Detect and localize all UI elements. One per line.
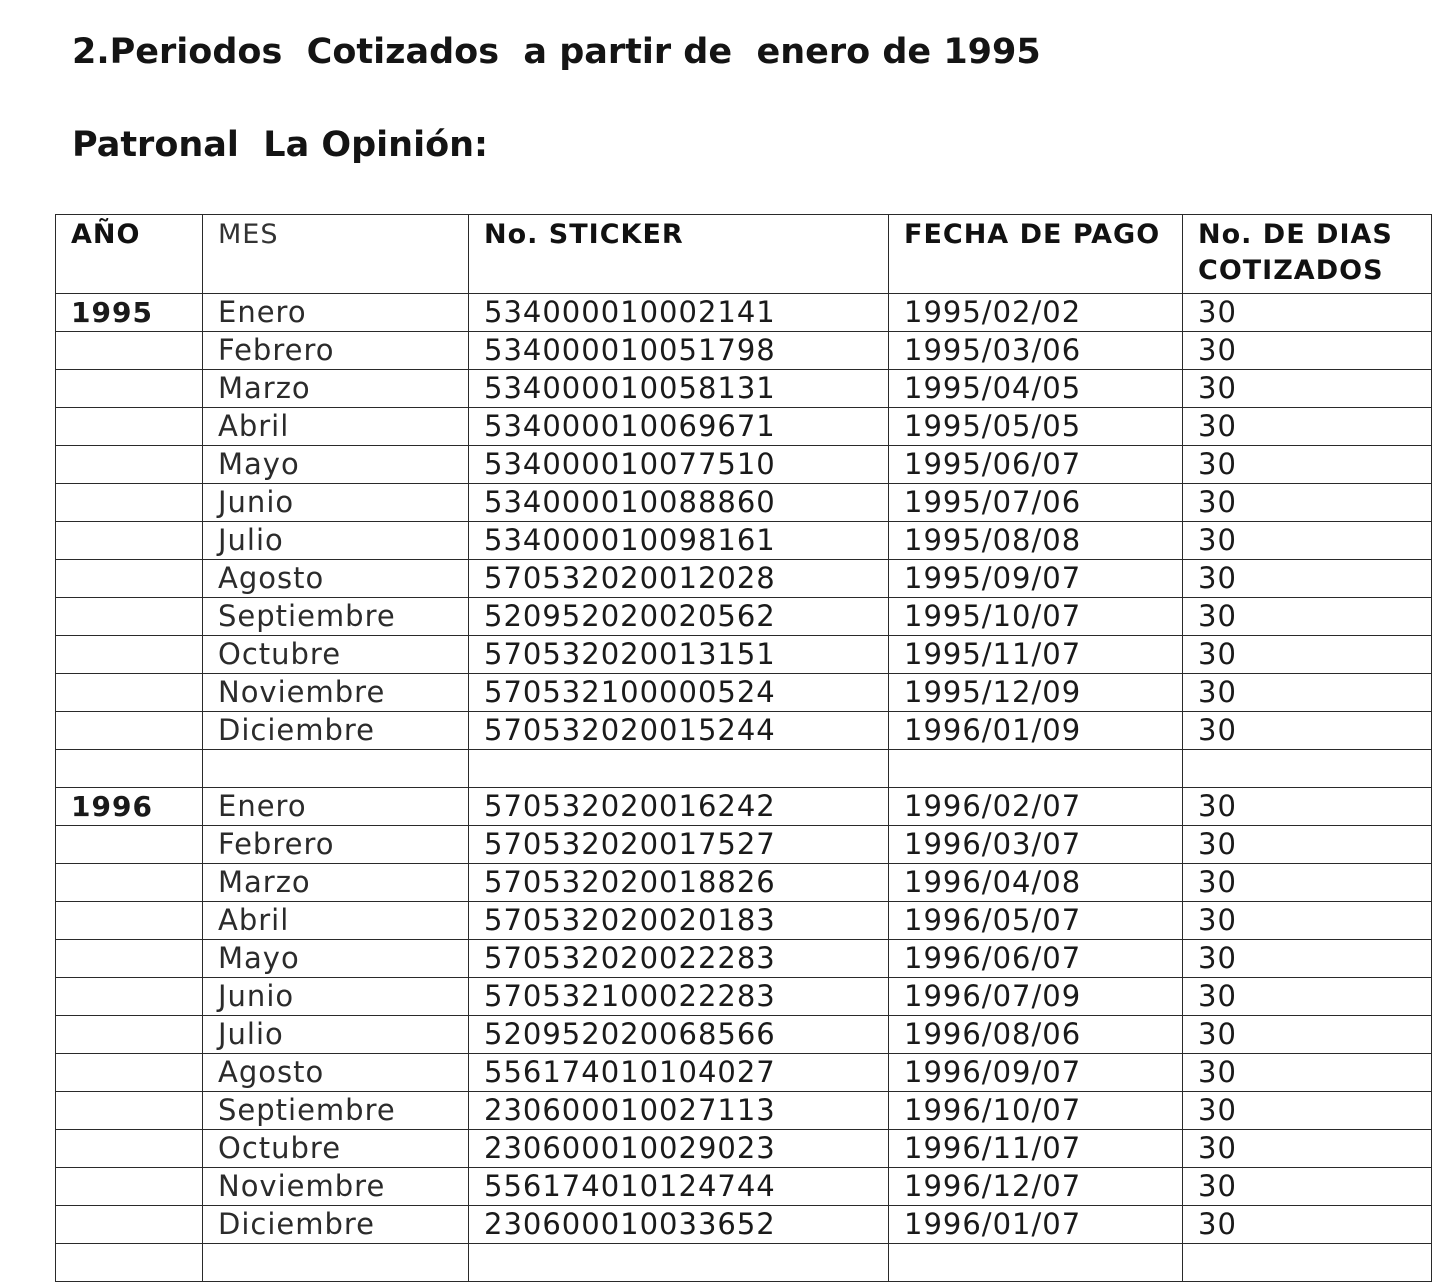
year-cell [56, 902, 203, 940]
table-row [56, 1168, 1432, 1206]
contribution-periods-table [55, 214, 1432, 1282]
sticker-cell: 570532100022283 [469, 978, 889, 1016]
year-cell [56, 446, 203, 484]
sticker-cell: 556174010124744 [469, 1168, 889, 1206]
days-cell: 30 [1183, 1016, 1432, 1054]
sticker-cell: 570532020012028 [469, 560, 889, 598]
month-cell: Noviembre [203, 674, 469, 712]
days-cell: 30 [1183, 294, 1432, 332]
sticker-cell: 556174010104027 [469, 1054, 889, 1092]
sticker-cell: 230600010033652 [469, 1206, 889, 1244]
sticker-cell: 520952020068566 [469, 1016, 889, 1054]
month-cell: Junio [203, 484, 469, 522]
days-cell: 30 [1183, 522, 1432, 560]
table-row [56, 864, 1432, 902]
table-row [56, 636, 1432, 674]
month-cell: Junio [203, 978, 469, 1016]
empty-cell [469, 1244, 889, 1282]
sticker-cell: 570532020015244 [469, 712, 889, 750]
month-cell: Julio [203, 1016, 469, 1054]
empty-cell [56, 750, 203, 788]
payment-date-cell: 1995/06/07 [889, 446, 1183, 484]
sticker-cell: 534000010077510 [469, 446, 889, 484]
empty-cell [889, 1244, 1183, 1282]
year-cell [56, 978, 203, 1016]
sticker-cell: 570532020016242 [469, 788, 889, 826]
table-row [56, 294, 1432, 332]
payment-date-cell: 1996/03/07 [889, 826, 1183, 864]
sticker-cell: 570532100000524 [469, 674, 889, 712]
month-cell: Enero [203, 788, 469, 826]
payment-date-cell: 1996/05/07 [889, 902, 1183, 940]
payment-date-cell: 1996/04/08 [889, 864, 1183, 902]
year-cell [56, 560, 203, 598]
sticker-cell: 570532020018826 [469, 864, 889, 902]
sticker-cell: 570532020017527 [469, 826, 889, 864]
year-cell [56, 598, 203, 636]
header-year: AÑO [56, 215, 203, 294]
days-cell: 30 [1183, 408, 1432, 446]
payment-date-cell: 1995/02/02 [889, 294, 1183, 332]
payment-date-cell: 1995/08/08 [889, 522, 1183, 560]
days-cell: 30 [1183, 598, 1432, 636]
sticker-cell: 570532020022283 [469, 940, 889, 978]
empty-cell [56, 1244, 203, 1282]
payment-date-cell: 1996/06/07 [889, 940, 1183, 978]
days-cell: 30 [1183, 1092, 1432, 1130]
year-cell: 1995 [56, 294, 203, 332]
table-row [56, 332, 1432, 370]
year-cell [56, 636, 203, 674]
table-row [56, 826, 1432, 864]
payment-date-cell: 1995/04/05 [889, 370, 1183, 408]
year-cell [56, 712, 203, 750]
header-days-contributed: No. DE DIAS COTIZADOS [1183, 215, 1432, 294]
payment-date-cell: 1996/01/09 [889, 712, 1183, 750]
month-cell: Septiembre [203, 598, 469, 636]
empty-cell [889, 750, 1183, 788]
year-cell [56, 408, 203, 446]
sticker-cell: 570532020020183 [469, 902, 889, 940]
days-cell: 30 [1183, 1130, 1432, 1168]
payment-date-cell: 1996/07/09 [889, 978, 1183, 1016]
payment-date-cell: 1996/10/07 [889, 1092, 1183, 1130]
days-cell: 30 [1183, 978, 1432, 1016]
empty-cell [1183, 750, 1432, 788]
empty-cell [203, 1244, 469, 1282]
sticker-cell: 520952020020562 [469, 598, 889, 636]
year-cell [56, 522, 203, 560]
days-cell: 30 [1183, 826, 1432, 864]
table-row [56, 1092, 1432, 1130]
table-header-row [56, 215, 1432, 294]
month-cell: Abril [203, 408, 469, 446]
sticker-cell: 230600010027113 [469, 1092, 889, 1130]
table-row [56, 788, 1432, 826]
days-cell: 30 [1183, 636, 1432, 674]
year-cell [56, 1168, 203, 1206]
month-cell: Agosto [203, 1054, 469, 1092]
days-cell: 30 [1183, 446, 1432, 484]
month-cell: Mayo [203, 940, 469, 978]
days-cell: 30 [1183, 484, 1432, 522]
year-cell [56, 864, 203, 902]
table-row [56, 560, 1432, 598]
payment-date-cell: 1995/12/09 [889, 674, 1183, 712]
days-cell: 30 [1183, 332, 1432, 370]
days-cell: 30 [1183, 1054, 1432, 1092]
sticker-cell: 534000010088860 [469, 484, 889, 522]
sticker-cell: 534000010069671 [469, 408, 889, 446]
sticker-cell: 534000010051798 [469, 332, 889, 370]
table-row [56, 408, 1432, 446]
table-row [56, 370, 1432, 408]
days-cell: 30 [1183, 560, 1432, 598]
empty-cell [469, 750, 889, 788]
month-cell: Diciembre [203, 1206, 469, 1244]
month-cell: Agosto [203, 560, 469, 598]
year-cell [56, 1054, 203, 1092]
sticker-cell: 570532020013151 [469, 636, 889, 674]
table-row [56, 902, 1432, 940]
year-cell [56, 1206, 203, 1244]
header-payment-date: FECHA DE PAGO [889, 215, 1183, 294]
month-cell: Diciembre [203, 712, 469, 750]
payment-date-cell: 1996/09/07 [889, 1054, 1183, 1092]
table-row [56, 1054, 1432, 1092]
payment-date-cell: 1995/05/05 [889, 408, 1183, 446]
table-body [56, 294, 1432, 1282]
year-cell: 1996 [56, 788, 203, 826]
month-cell: Enero [203, 294, 469, 332]
month-cell: Marzo [203, 864, 469, 902]
year-cell [56, 1130, 203, 1168]
month-cell: Octubre [203, 1130, 469, 1168]
payment-date-cell: 1996/02/07 [889, 788, 1183, 826]
sticker-cell: 534000010002141 [469, 294, 889, 332]
table-row [56, 598, 1432, 636]
days-cell: 30 [1183, 370, 1432, 408]
year-cell [56, 940, 203, 978]
blank-row [56, 1244, 1432, 1282]
sticker-cell: 534000010098161 [469, 522, 889, 560]
month-cell: Octubre [203, 636, 469, 674]
year-cell [56, 484, 203, 522]
days-cell: 30 [1183, 864, 1432, 902]
document-title: 2.Periodos Cotizados a partir de enero de 1995 [72, 32, 1041, 72]
table-row [56, 522, 1432, 560]
sticker-cell: 534000010058131 [469, 370, 889, 408]
payment-date-cell: 1995/07/06 [889, 484, 1183, 522]
payment-date-cell: 1995/10/07 [889, 598, 1183, 636]
payment-date-cell: 1996/01/07 [889, 1206, 1183, 1244]
sticker-cell: 230600010029023 [469, 1130, 889, 1168]
days-cell: 30 [1183, 674, 1432, 712]
days-cell: 30 [1183, 712, 1432, 750]
empty-cell [1183, 1244, 1432, 1282]
header-month: MES [203, 215, 469, 294]
year-cell [56, 370, 203, 408]
month-cell: Noviembre [203, 1168, 469, 1206]
month-cell: Febrero [203, 332, 469, 370]
days-cell: 30 [1183, 788, 1432, 826]
table-row [56, 1206, 1432, 1244]
month-cell: Abril [203, 902, 469, 940]
days-cell: 30 [1183, 940, 1432, 978]
days-cell: 30 [1183, 1168, 1432, 1206]
table-row [56, 1016, 1432, 1054]
days-cell: 30 [1183, 1206, 1432, 1244]
empty-cell [203, 750, 469, 788]
days-cell: 30 [1183, 902, 1432, 940]
blank-row [56, 750, 1432, 788]
year-cell [56, 1092, 203, 1130]
table-row [56, 484, 1432, 522]
month-cell: Febrero [203, 826, 469, 864]
month-cell: Marzo [203, 370, 469, 408]
payment-date-cell: 1995/03/06 [889, 332, 1183, 370]
payment-date-cell: 1996/11/07 [889, 1130, 1183, 1168]
table-row [56, 712, 1432, 750]
payment-date-cell: 1996/12/07 [889, 1168, 1183, 1206]
year-cell [56, 826, 203, 864]
table-row [56, 674, 1432, 712]
year-cell [56, 332, 203, 370]
month-cell: Mayo [203, 446, 469, 484]
year-cell [56, 674, 203, 712]
payment-date-cell: 1996/08/06 [889, 1016, 1183, 1054]
table-row [56, 978, 1432, 1016]
table-row [56, 446, 1432, 484]
table-row [56, 1130, 1432, 1168]
payment-date-cell: 1995/11/07 [889, 636, 1183, 674]
table-row [56, 940, 1432, 978]
payment-date-cell: 1995/09/07 [889, 560, 1183, 598]
header-sticker: No. STICKER [469, 215, 889, 294]
employer-heading: Patronal La Opinión: [72, 125, 489, 165]
month-cell: Septiembre [203, 1092, 469, 1130]
month-cell: Julio [203, 522, 469, 560]
year-cell [56, 1016, 203, 1054]
